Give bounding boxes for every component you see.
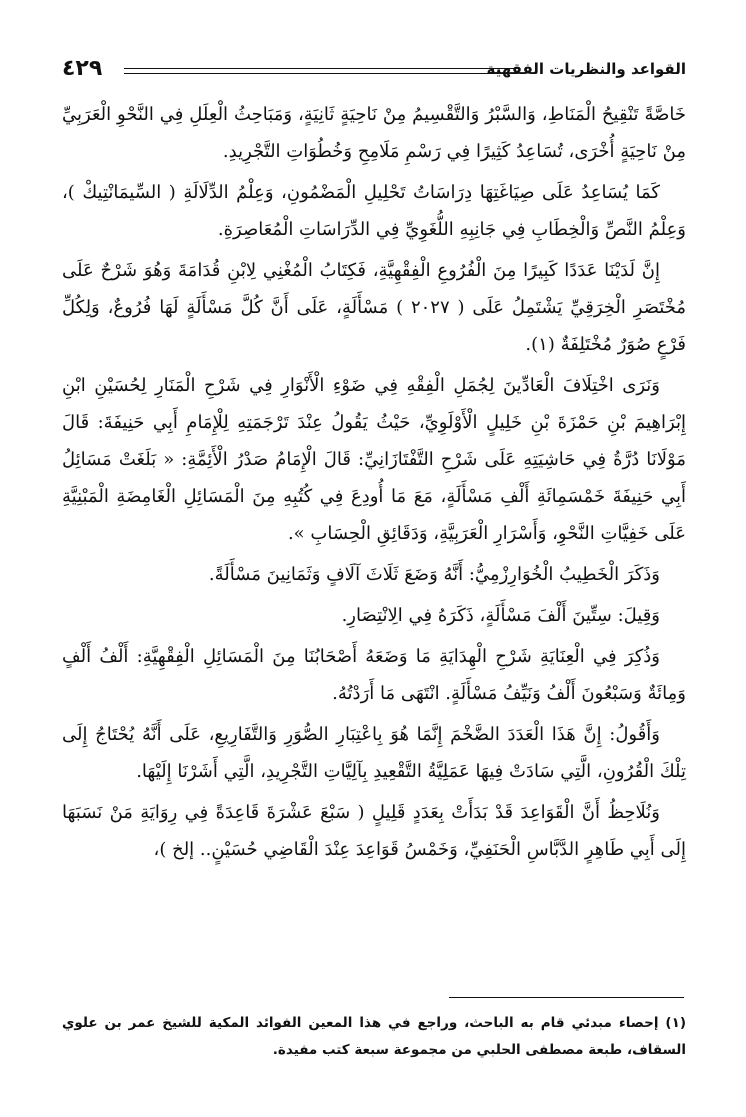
paragraph: وَأَقُولُ: إِنَّ هَذَا الْعَدَدَ الضَّخْمَ إِنَّمَا هُوَ بِاعْتِبَارِ الصُّوَرِ وَالتَّفَارِيعِ، عَلَى أَنَّهُ يُحْتَاجُ إِلَى تِلْكَ الْقُرُونِ، الَّتِي سَادَتْ فِيهَا عَمَلِيَّةُ التَّقْعِيدِ بِآلِيَّاتِ التَّجْرِيدِ، الَّتِي أَشَرْنَا إِلَيْهَا. — [62, 724, 686, 782]
running-title: القواعد والنظريات الفقهية — [486, 60, 686, 78]
paragraph: وَنُلَاحِظُ أَنَّ الْقَوَاعِدَ قَدْ بَدَأَتْ بِعَدَدٍ قَلِيلٍ ( سَبْعَ عَشْرَةَ قَاعِدَةً فِي رِوَايَةِ مَنْ نَسَبَهَا إِلَى أَبِي طَاهِرٍ الدَّبَّاسِ الْحَنَفِيِّ، وَخَمْسُ قَوَاعِدَ عِنْدَ الْقَاضِي حُسَيْنٍ.. إلخ )، — [62, 802, 686, 860]
paragraph: خَاصَّةً تَنْقِيحُ الْمَنَاطِ، وَالسَّبْرُ وَالتَّقْسِيمُ مِنْ نَاحِيَةٍ ثَانِيَةٍ، وَمَبَاحِثُ الْعِلَلِ فِي النَّحْوِ الْعَرَبِيِّ مِنْ نَاحِيَةٍ أُخْرَى، تُسَاعِدُ كَثِيرًا فِي رَسْمِ مَلَامِحِ وَخُطُوَاتِ التَّجْرِيدِ. — [62, 104, 686, 162]
page-header — [62, 56, 686, 86]
header-double-rule — [124, 68, 518, 74]
paragraph: وَذُكِرَ فِي الْعِنَايَةِ شَرْحِ الْهِدَايَةِ مَا وَضَعَهُ أَصْحَابُنَا مِنَ الْمَسَائِلِ الْفِقْهِيَّةِ: أَلْفُ أَلْفٍ وَمِائَةٌ وَسَبْعُونَ أَلْفُ وَنَيِّفُ مَسْأَلَةٍ. انْتَهَى مَا أَرَدْتُهُ. — [62, 646, 686, 704]
footnote-separator — [449, 997, 684, 998]
footnote-text: (١) إحصاء مبدئي قام به الباحث، وراجع في هذا المعين الفوائد المكية للشيخ عمر بن علوي السقاف، طبعة مصطفى الحلبي من مجموعة سبعة كتب مفيدة. — [62, 1015, 686, 1058]
page-number: ٤٢٩ — [62, 56, 103, 81]
paragraph: كَمَا يُسَاعِدُ عَلَى صِيَاغَتِهَا دِرَاسَاتُ تَحْلِيلِ الْمَضْمُونِ، وَعِلْمُ الدِّلَالَةِ ( السِّيمَانْتِيكْ )، وَعِلْمُ النَّصِّ وَالْخِطَابِ فِي جَانِبِهِ اللُّغَوِيِّ فِي الدِّرَاسَاتِ الْمُعَاصِرَةِ. — [62, 182, 686, 240]
footnote — [62, 1010, 686, 1064]
paragraph: وَذَكَرَ الْخَطِيبُ الْخُوَارِزْمِيُّ: أَنَّهُ وَضَعَ ثَلَاثَ آلَافٍ وَثَمَانِينَ مَسْأَلَةً. — [208, 564, 660, 585]
paragraph: إِنَّ لَدَيْنَا عَدَدًا كَبِيرًا مِنَ الْفُرُوعِ الْفِقْهِيَّةِ، فَكِتَابُ الْمُغْنِي لِابْنِ قُدَامَةَ وَهُوَ شَرْحٌ عَلَى مُخْتَصَرِ الْخِرَقِيِّ يَشْتَمِلُ عَلَى ( ٢٠٢٧ ) مَسْأَلَةٍ، عَلَى أَنَّ كُلَّ مَسْأَلَةٍ لَهَا فُرُوعٌ، وَلِكُلِّ فَرْعٍ صُوَرٌ مُخْتَلِفَةٌ (١). — [62, 260, 686, 355]
paragraph: وَقِيلَ: سِتِّينَ أَلْفَ مَسْأَلَةٍ، ذَكَرَهُ فِي الِانْتِصَارِ. — [341, 605, 660, 626]
main-text — [62, 96, 686, 868]
paragraph: وَنَرَى اخْتِلَافَ الْعَادِّينَ لِجُمَلِ الْفِقْهِ فِي ضَوْءِ الْأَنْوَارِ فِي شَرْحِ الْمَنَارِ لِحُسَيْنِ ابْنِ إِبْرَاهِيمَ بْنِ حَمْزَةَ بْنِ خَلِيلٍ الْأَوْلَوِيِّ، حَيْثُ يَقُولُ عِنْدَ تَرْجَمَتِهِ لِلْإِمَامِ أَبِي حَنِيفَةَ: قَالَ مَوْلَانَا دُرَّةُ فِي حَاشِيَتِهِ عَلَى شَرْحِ التَّفْتَازَانِيِّ: قَالَ الْإِمَامُ صَدْرُ الْأَئِمَّةِ: « بَلَغَتْ مَسَائِلُ أَبِي حَنِيفَةَ خَمْسَمِائَةِ أَلْفِ مَسْأَلَةٍ، مَعَ مَا أُودِعَ فِي كُتُبِهِ مِنَ الْمَسَائِلِ الْغَامِضَةِ الْمَبْنِيَّةِ عَلَى خَفِيَّاتِ النَّحْوِ، وَأَسْرَارِ الْعَرَبِيَّةِ، وَدَقَائِقِ الْحِسَابِ ». — [62, 375, 686, 544]
